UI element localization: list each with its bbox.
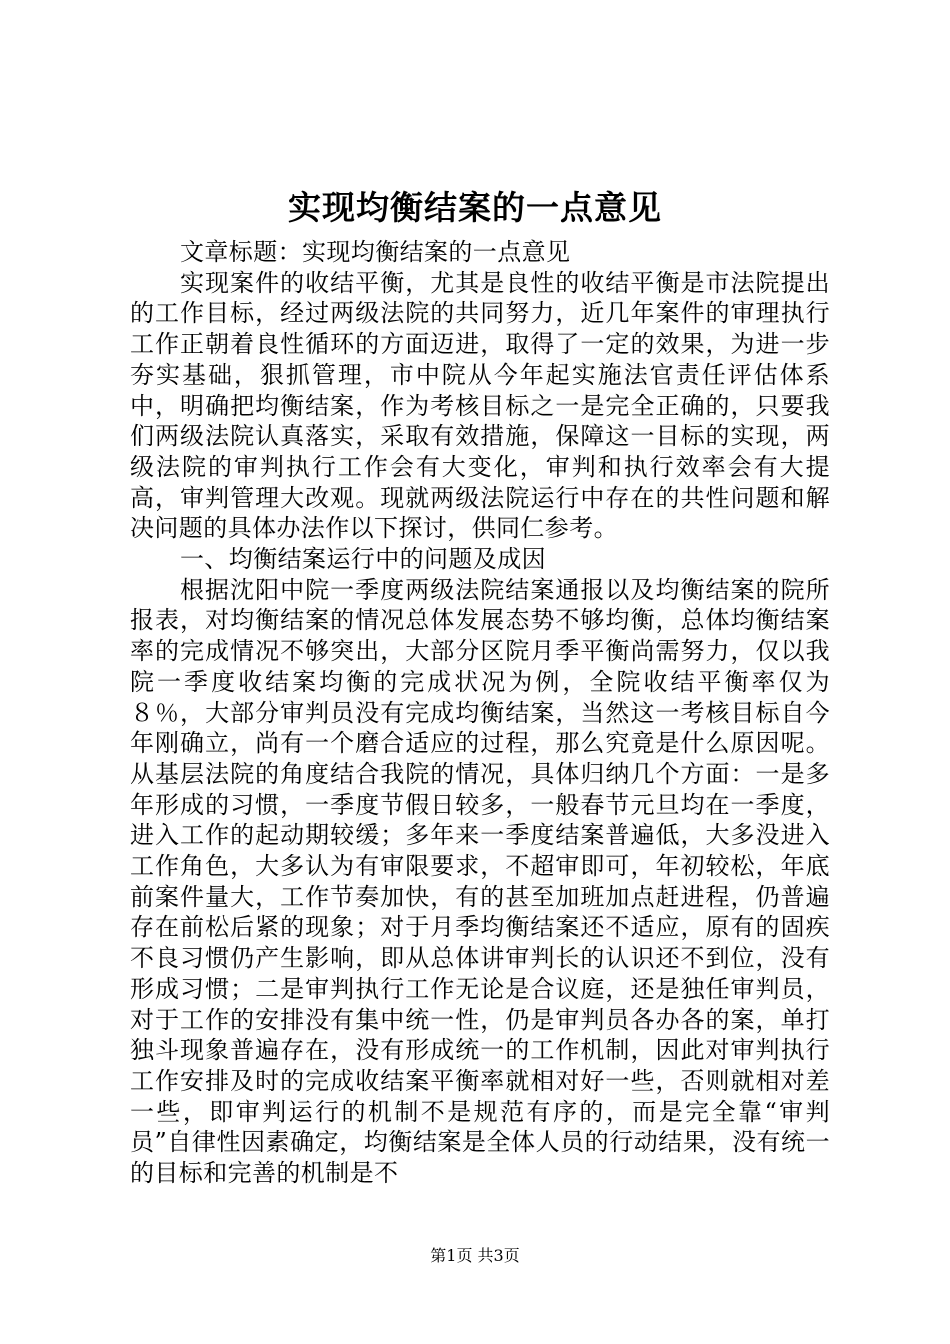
article-title-line: 文章标题：实现均衡结案的一点意见	[180, 238, 571, 266]
paragraph-analysis: 根据沈阳中院一季度两级法院结案通报以及均衡结案的院所报表，对均衡结案的情况总体发展态势不够均衡，总体均衡结案率的完成情况不够突出，大部分区院月季平衡尚需努力，仅以我院一季度收结案均衡的完成状况为例，全院收结平衡率仅为８％，大部分审判员没有完成均衡结案，当然这一考核目标自今年刚确立，尚有一个磨合适应的过程，那么究竟是什么原因呢。从基层法院的角度结合我院的情况，具体归纳几个方面：一是多年形成的习惯，一季度节假日较多，一般春节元旦均在一季度，进入工作的起动期较缓；多年来一季度结案普遍低，大多没进入工作角色，大多认为有审限要求，不超审即可，年初较松，年底前案件量大，工作节奏加快，有的甚至加班加点赶进程，仍普遍存在前松后紧的现象；对于月季均衡结案还不适应，原有的固疾不良习惯仍产生影响，即从总体讲审判长的认识还不到位，没有形成习惯；二是审判执行工作无论是合议庭，还是独任审判员，对于工作的安排没有集中统一性，仍是审判员各办各的案，单打独斗现象普遍存在，没有形成统一的工作机制，因此对审判执行工作安排及时的完成收结案平衡率就相对好一些，否则就相对差一些，即审判运行的机制不是规范有序的，而是完全靠“审判员”自律性因素确定，均衡结案是全体人员的行动结果，没有统一的目标和完善的机制是不	[130, 575, 830, 1188]
document-body	[130, 237, 830, 1189]
paragraph-intro: 实现案件的收结平衡，尤其是良性的收结平衡是市法院提出的工作目标，经过两级法院的共同努力，近几年案件的审理执行工作正朝着良性循环的方面迈进，取得了一定的效果，为进一步夯实基础，狠抓管理，市中院从今年起实施法官责任评估体系中，明确把均衡结案，作为考核目标之一是完全正确的，只要我们两级法院认真落实，采取有效措施，保障这一目标的实现，两级法院的审判执行工作会有大变化，审判和执行效率会有大提高，审判管理大改观。现就两级法院运行中存在的共性问题和解决问题的具体办法作以下探讨，供同仁参考。	[130, 268, 830, 543]
page-footer: 第1页 共3页	[430, 1246, 520, 1265]
document-title: 实现均衡结案的一点意见	[288, 188, 662, 227]
section-heading: 一、均衡结案运行中的问题及成因	[180, 545, 546, 574]
